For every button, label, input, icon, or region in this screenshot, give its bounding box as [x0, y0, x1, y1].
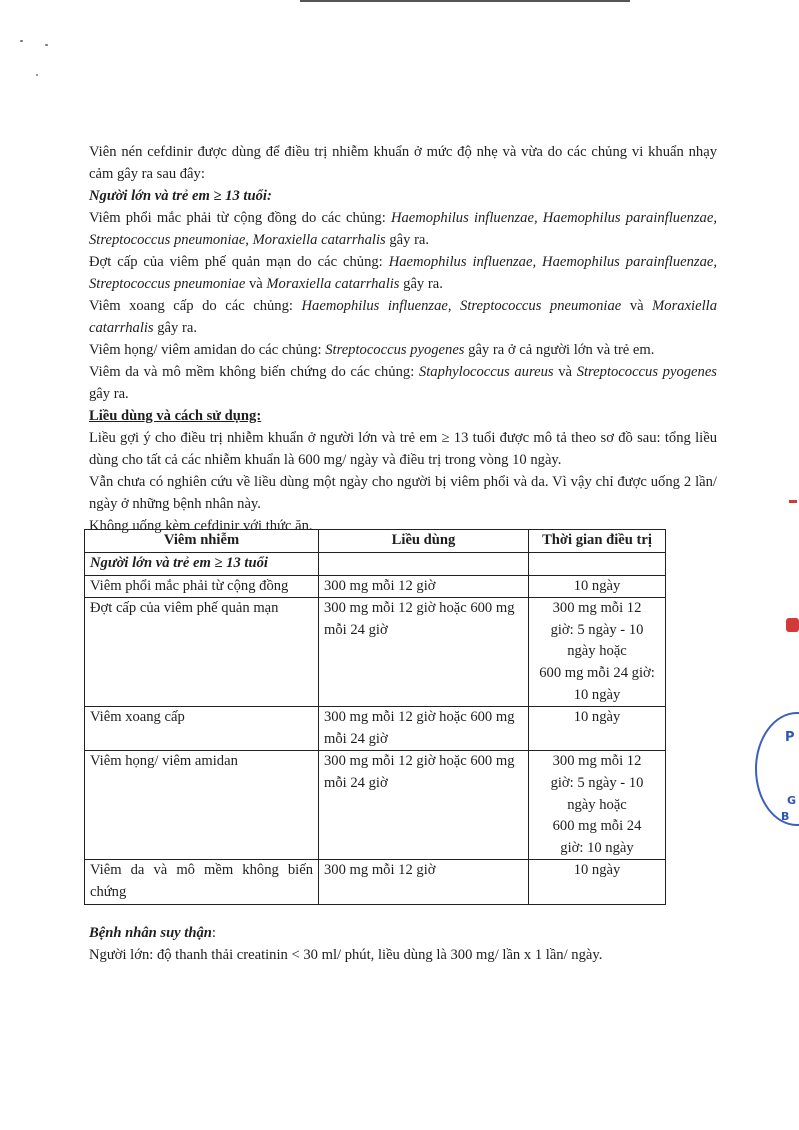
renal-heading: Bệnh nhân suy thận: [89, 925, 212, 941]
intro-paragraph: Viên nén cefdinir được dùng để điều trị nhiễm khuẩn ở mức độ nhẹ và vừa do các chủng vi khuẩn nhạy cảm gây ra sau đây:: [89, 144, 717, 182]
renal-heading-line: [89, 922, 717, 944]
indication-sinusitis: Viêm xoang cấp do các chủng: Haemophilus influenzae, Streptococcus pneumoniae và Moraxiella catarrhalis gây ra.: [89, 298, 717, 336]
scan-speck: [20, 40, 23, 42]
infection-cell: Viêm họng/ viêm amidan: [85, 751, 319, 860]
table-row: [85, 707, 666, 751]
table-cell: [319, 553, 529, 576]
dosage-paragraph: Không uống kèm cefdinir với thức ăn.: [89, 518, 313, 534]
table-header-row: [85, 530, 666, 553]
duration-cell: 10 ngày: [529, 860, 666, 904]
dose-cell: 300 mg mỗi 12 giờ hoặc 600 mg mỗi 24 giờ: [319, 751, 529, 860]
duration-cell: 300 mg mỗi 12 giờ: 5 ngày - 10 ngày hoặc 600 mg mỗi 24 giờ: 10 ngày: [529, 598, 666, 707]
column-header: Liều dùng: [319, 530, 529, 553]
document-body: [89, 141, 717, 537]
renal-section: [89, 922, 717, 966]
infection-cell: Viêm phổi mắc phải từ cộng đồng: [85, 575, 319, 598]
renal-colon: :: [211, 925, 216, 941]
dose-cell: 300 mg mỗi 12 giờ: [319, 860, 529, 904]
duration-cell: 300 mg mỗi 12 giờ: 5 ngày - 10 ngày hoặc 600 mg mỗi 24 giờ: 10 ngày: [529, 751, 666, 860]
duration-cell: 10 ngày: [529, 707, 666, 751]
column-header: Thời gian điều trị: [529, 530, 666, 553]
table-row: [85, 860, 666, 904]
scan-speck: [45, 44, 48, 46]
table-cell: [529, 553, 666, 576]
infection-cell: Viêm xoang cấp: [85, 707, 319, 751]
renal-text: Người lớn: độ thanh thải creatinin < 30 ml/ phút, liều dùng là 300 mg/ lần x 1 lần/ ngày.: [89, 947, 603, 963]
red-ink-mark: [786, 618, 799, 632]
dose-cell: 300 mg mỗi 12 giờ hoặc 600 mg mỗi 24 giờ: [319, 598, 529, 707]
dosage-paragraph: Vẫn chưa có nghiên cứu về liều dùng một ngày cho người bị viêm phổi và da. Vì vậy chỉ được uống 2 lần/ ngày ở những bệnh nhân này.: [89, 474, 717, 512]
infection-cell: Viêm da và mô mềm không biến chứng: [85, 860, 319, 904]
dosage-paragraph: Liều gợi ý cho điều trị nhiễm khuẩn ở người lớn và trẻ em ≥ 13 tuổi được mô tả theo sơ đồ sau: tổng liều dùng cho tất cả các nhiễm khuẩn là 600 mg/ ngày và điều trị trong vòng 10 ngày.: [89, 430, 717, 468]
table-group-row: [85, 553, 666, 576]
stamp-letter: G: [787, 794, 797, 807]
group-label: Người lớn và trẻ em ≥ 13 tuổi: [85, 553, 319, 576]
adult-heading: Người lớn và trẻ em ≥ 13 tuổi:: [89, 188, 272, 204]
indication-skin: Viêm da và mô mềm không biến chứng do các chủng: Staphylococcus aureus và Streptococcus pyogenes gây ra.: [89, 364, 717, 402]
indication-bronchitis: Đợt cấp của viêm phế quản mạn do các chủng: Haemophilus influenzae, Haemophilus parainfluenzae, Streptococcus pneumoniae và Moraxiella catarrhalis gây ra.: [89, 254, 717, 292]
red-ink-mark: [789, 500, 797, 503]
scan-speck: [36, 74, 38, 76]
dosage-heading: Liều dùng và cách sử dụng:: [89, 408, 262, 424]
column-header: Viêm nhiễm: [85, 530, 319, 553]
infection-cell: Đợt cấp của viêm phế quản mạn: [85, 598, 319, 707]
stamp-letter: P: [785, 730, 795, 745]
indication-pneumonia: Viêm phổi mắc phải từ cộng đồng do các chủng: Haemophilus influenzae, Haemophilus parainfluenzae, Streptococcus pneumoniae, Moraxiella catarrhalis gây ra.: [89, 210, 717, 248]
duration-cell: 10 ngày: [529, 575, 666, 598]
dose-cell: 300 mg mỗi 12 giờ hoặc 600 mg mỗi 24 giờ: [319, 707, 529, 751]
table-row: [85, 575, 666, 598]
indication-pharyngitis: Viêm họng/ viêm amidan do các chủng: Streptococcus pyogenes gây ra ở cả người lớn và trẻ em.: [89, 342, 655, 358]
table-row: [85, 598, 666, 707]
table-row: [85, 751, 666, 860]
stamp-letter: B: [781, 810, 790, 823]
dosage-table: [84, 529, 666, 905]
scan-top-edge: [300, 0, 630, 2]
dose-cell: 300 mg mỗi 12 giờ: [319, 575, 529, 598]
